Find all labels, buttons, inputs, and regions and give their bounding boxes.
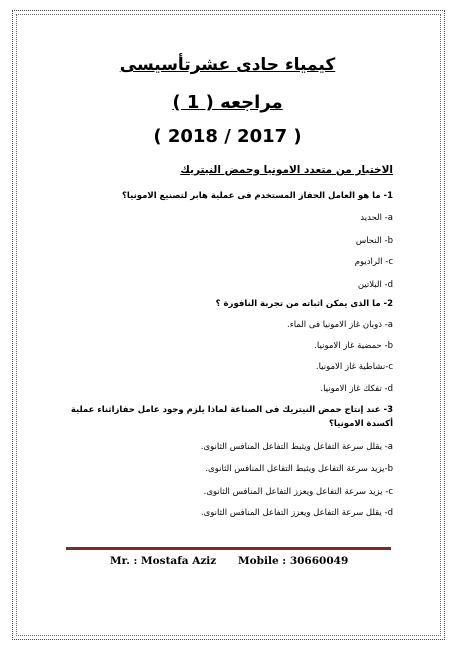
question-3-option-c: c- يزيد سرعة التفاعل ويعزز التفاعل المنافس الثانوى. [203,487,393,497]
question-2-option-d: d- تفكك غاز الامونيا. [320,384,393,394]
question-1-option-d: d- البلاتين [357,280,393,290]
question-2: 2- ما الذى يمكن اثباته من تجربة النافورة ؟ [215,299,393,309]
question-1-option-a: a- الحديد [360,213,393,223]
question-1: 1- ما هو العامل الحفاز المستخدم فى عملية هابر لتصنيع الامونيا؟ [121,191,393,201]
document-title: كيمياء حادى عشرتأسيسى [119,55,336,75]
question-3-option-a: a- يقلل سرعة التفاعل ويثبط التفاعل المنافس الثانوى. [200,442,393,452]
question-3-option-d: d- يقلل سرعة التفاعل ويعزز التفاعل المنافس الثانوى. [200,508,393,518]
footer-rule [66,547,391,550]
question-2-option-b: b- حمضية غاز الامونيا. [314,341,393,351]
section-heading: الاختيار من متعدد الامونيا وحمض النيتريك [180,164,393,176]
question-2-option-a: a- ذوبان غاز الامونيا فى الماء. [287,320,393,330]
teacher-name: Mr. : Mostafa Aziz [110,555,217,567]
question-3-line-2: أكسدة الامونيا؟ [328,419,393,429]
question-3-option-b: b-يزيد سرعة التفاعل ويثبط التفاعل المنافس الثانوى. [205,464,393,474]
question-1-option-b: b- النحاس [355,236,393,246]
question-2-option-c: c-نشاطية غاز الامونيا. [315,362,393,372]
question-3-line-1: 3- عند إنتاج حمض النيتريك فى الصناعة لماذا يلزم وجود عامل حفازاثناء عملية [70,405,393,415]
academic-year: ( 2017 / 2018 ) [153,126,302,147]
document-subtitle: مراجعه ( 1 ) [172,92,283,113]
question-1-option-c: c- الراديوم [354,257,393,267]
mobile-number: Mobile : 30660049 [238,555,349,567]
